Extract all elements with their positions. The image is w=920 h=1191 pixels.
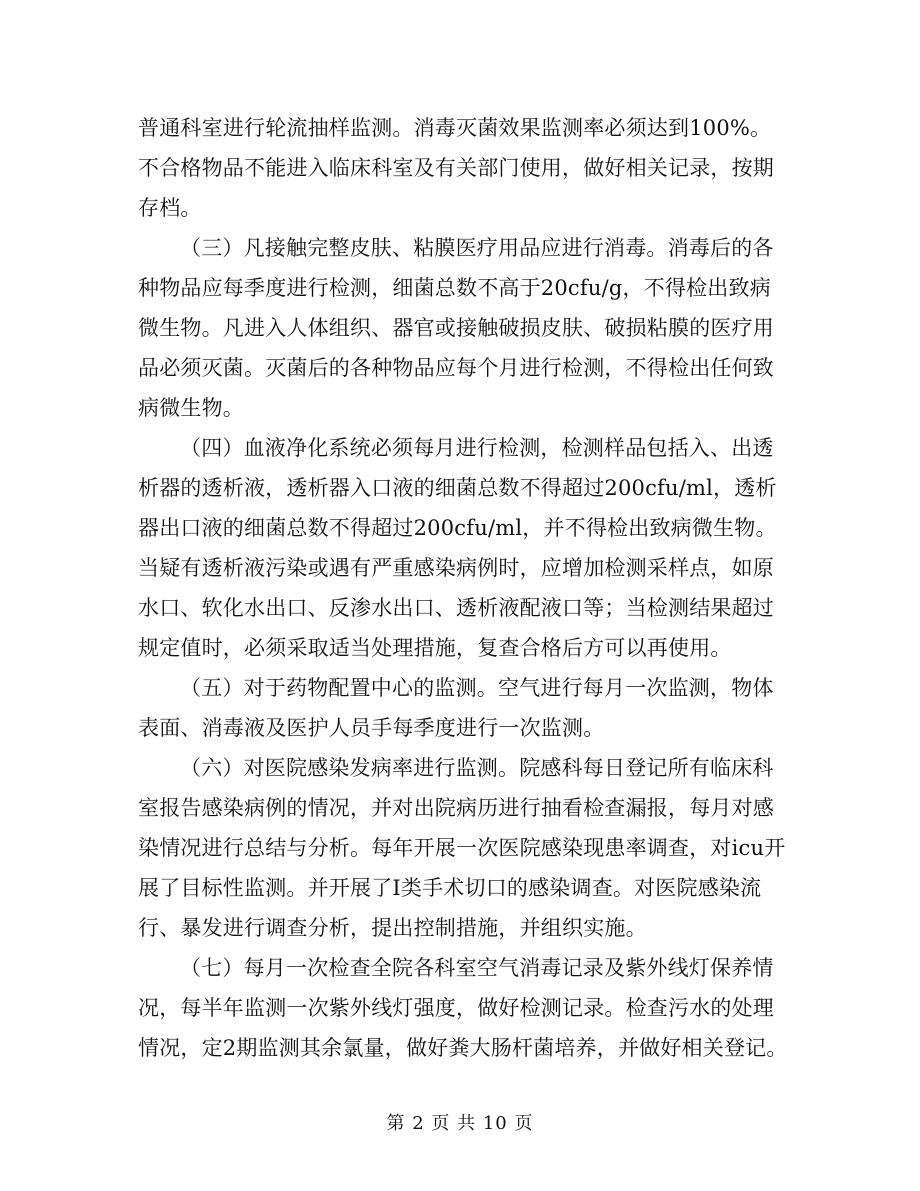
paragraph-4: （五）对于药物配置中心的监测。空气进行每月一次监测，物体表面、消毒液及医护人员手每季度进行一次监测。: [138, 676, 774, 740]
paragraph-1: 普通科室进行轮流抽样监测。消毒灭菌效果监测率必须达到100%。不合格物品不能进入临床科室及有关部门使用，做好相关记录，按期存档。: [138, 116, 774, 220]
page-footer: 第 2 页 共 10 页: [386, 1113, 534, 1134]
paragraph-2: （三）凡接触完整皮肤、粘膜医疗用品应进行消毒。消毒后的各种物品应每季度进行检测，细菌总数不高于20cfu/g，不得检出致病微生物。凡进入人体组织、器官或接触破损皮肤、破损粘膜的医疗用品必须灭菌。灭菌后的各种物品应每个月进行检测，不得检出任何致病微生物。: [138, 236, 774, 420]
paragraph-3: （四）血液净化系统必须每月进行检测，检测样品包括入、出透析器的透析液，透析器入口液的细菌总数不得超过200cfu/ml，透析器出口液的细菌总数不得超过200cfu/ml，并不得检出致病微生物。当疑有透析液污染或遇有严重感染病例时，应增加检测采样点，如原水口、软化水出口、反渗水出口、透析液配液口等；当检测结果超过规定值时，必须采取适当处理措施，复查合格后方可以再使用。: [138, 436, 777, 660]
paragraph-5: （六）对医院感染发病率进行监测。院感科每日登记所有临床科室报告感染病例的情况，并对出院病历进行抽看检查漏报，每月对感染情况进行总结与分析。每年开展一次医院感染现患率调查，对icu开展了目标性监测。并开展了Ⅰ类手术切口的感染调查。对医院感染流行、暴发进行调查分析，提出控制措施，并组织实施。: [138, 756, 786, 940]
document-body: [138, 108, 788, 1068]
paragraph-6: （七）每月一次检查全院各科室空气消毒记录及紫外线灯保养情况，每半年监测一次紫外线灯强度，做好检测记录。检查污水的处理情况，定2期监测其余氯量，做好粪大肠杆菌培养，并做好相关登记。: [138, 956, 788, 1060]
